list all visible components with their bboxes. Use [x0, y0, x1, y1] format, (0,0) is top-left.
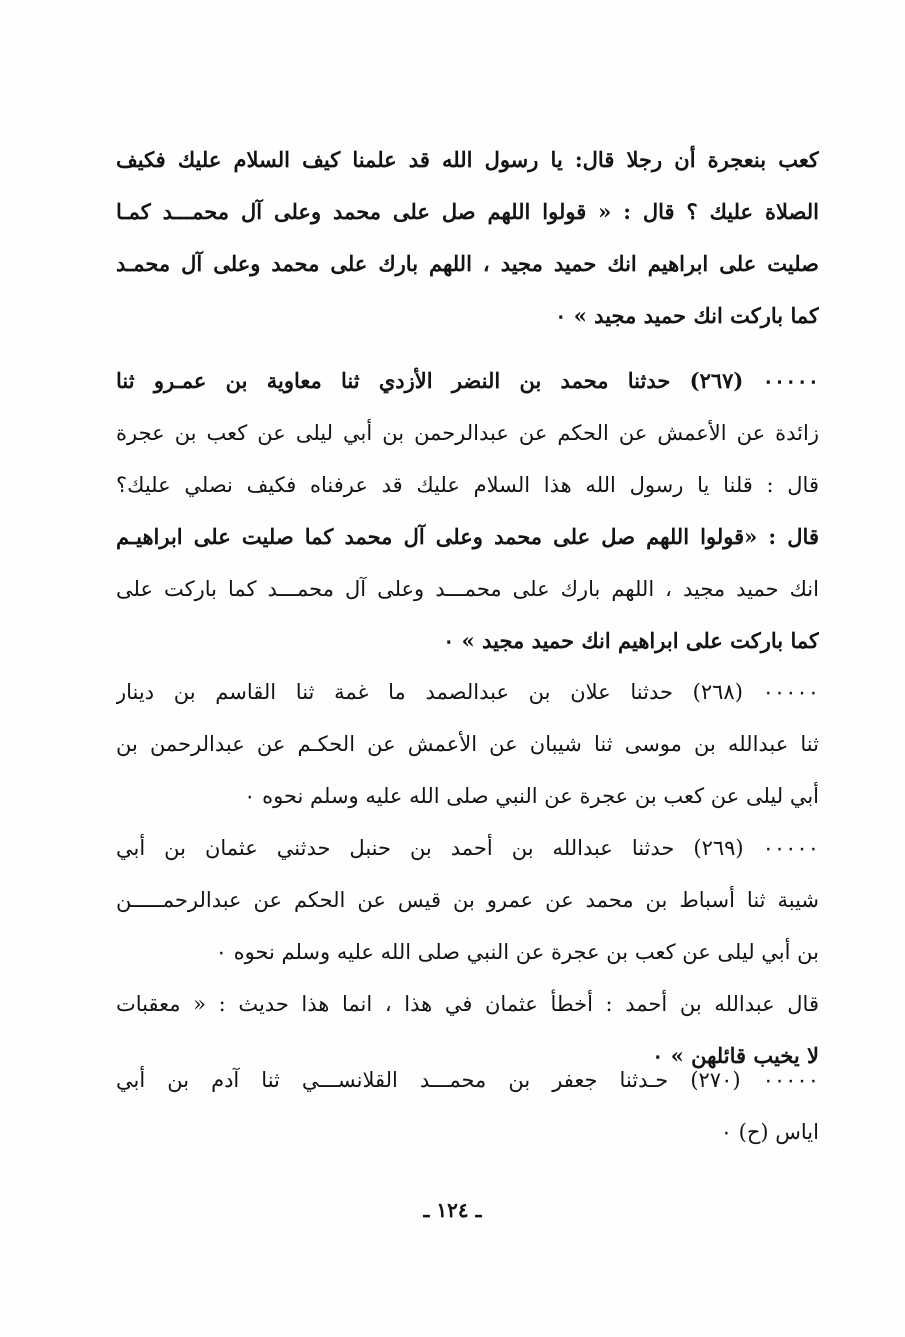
text-line: ثنا عبدالله بن موسى ثنا شيبان عن الأعمش عن الحكـم عن عبدالرحمن بن: [116, 732, 819, 756]
text-line: صليت على ابراهيم انك حميد مجيد ، اللهم بارك على محمد وعلى آل محمـد: [116, 251, 819, 276]
text-line: ٠٠٠٠٠ (٢٦٨) حدثنا علان بن عبدالصمد ما غمة ثنا القاسم بن دينار: [116, 680, 819, 704]
text-line: اياس (ح) ٠: [720, 1120, 819, 1144]
text-line: زائدة عن الأعمش عن الحكم عن عبدالرحمن بن أبي ليلى عن كعب بن عجرة: [116, 421, 819, 445]
text-line: أبي ليلى عن كعب بن عجرة عن النبي صلى الله عليه وسلم نحوه ٠: [244, 784, 819, 808]
text-line: ٠٠٠٠٠ (٢٦٩) حدثنا عبدالله بن أحمد بن حنبل حدثني عثمان بن أبي: [116, 836, 819, 860]
text-line: قال : «قولوا اللهم صل على محمد وعلى آل محمد كما صليت على ابراهيـم: [116, 524, 819, 549]
text-line: كما باركت انك حميد مجيد » ٠: [555, 303, 819, 328]
text-line: قال عبدالله بن أحمد : أخطأ عثمان في هذا ، انما هذا حديث : « معقبات: [116, 992, 819, 1016]
text-line: ٠٠٠٠٠ (٢٧٠) حـدثنا جعفر بن محمـــد القلانســـي ثنا آدم بن أبي: [116, 1068, 819, 1092]
text-line: بن أبي ليلى عن كعب بن عجرة عن النبي صلى الله عليه وسلم نحوه ٠: [215, 940, 819, 964]
paragraph-1: [116, 134, 819, 342]
text-line: انك حميد مجيد ، اللهم بارك على محمـــد وعلى آل محمـــد كما باركت على: [116, 577, 819, 601]
paragraph-4: [116, 1054, 819, 1158]
text-line: كعب بنعجرة أن رجلا قال: يا رسول الله قد علمنا كيف السلام عليك فكيف: [116, 147, 819, 172]
text-line: ٠٠٠٠٠ (٢٦٧) حدثنا محمد بن النضر الأزدي ثنا معاوية بن عمـرو ثنا: [116, 368, 819, 393]
page-number: ـ ١٢٤ ـ: [423, 1198, 482, 1222]
paragraph-3: [116, 666, 819, 1082]
text-line: الصلاة عليك ؟ قال : « قولوا اللهم صل على محمد وعلى آل محمـــد كمـا: [116, 199, 819, 224]
text-line: قال : قلنا يا رسول الله هذا السلام عليك قد عرفناه فكيف نصلي عليك؟: [116, 473, 819, 497]
text-line: كما باركت على ابراهيم انك حميد مجيد » ٠: [443, 628, 819, 653]
paragraph-2: [116, 355, 819, 667]
text-line: شيبة ثنا أسباط بن محمد عن عمرو بن قيس عن الحكم عن عبدالرحمـــــن: [116, 888, 819, 912]
text-line: لا يخيب قائلهن » ٠: [652, 1043, 819, 1068]
